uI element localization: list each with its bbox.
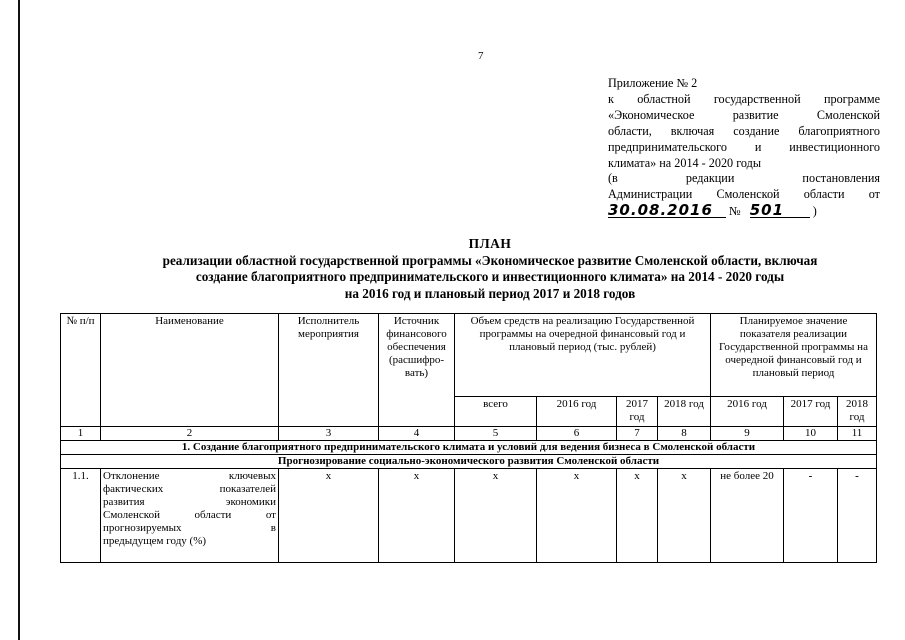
row-num: 1.1. — [61, 469, 101, 563]
handwritten-number: 501 — [750, 203, 810, 218]
appendix-line: предпринимательского и инвестиционного — [608, 139, 880, 154]
header-planned-2016: 2016 год — [711, 397, 784, 427]
header-total: всего — [455, 397, 537, 427]
row-2018: х — [658, 469, 711, 563]
header-planned-2018: 2018 год — [838, 397, 877, 427]
row-executor: х — [279, 469, 379, 563]
column-number: 2 — [101, 427, 279, 441]
plan-table — [60, 313, 877, 563]
appendix-signature-line — [608, 203, 880, 220]
page-edge-line — [18, 0, 20, 640]
row-name — [101, 469, 279, 563]
column-number: 1 — [61, 427, 101, 441]
appendix-line: к областной государственной программе — [608, 91, 880, 106]
row-name-line: развития экономики — [103, 496, 276, 508]
column-number: 7 — [617, 427, 658, 441]
section-title: 1. Создание благоприятного предпринимательского климата и условий для ведения бизнеса в Смоленской области — [61, 441, 877, 455]
appendix-line: Администрации Смоленской области от — [608, 187, 880, 202]
row-source: х — [379, 469, 455, 563]
column-number: 3 — [279, 427, 379, 441]
column-number: 10 — [784, 427, 838, 441]
row-2016: х — [537, 469, 617, 563]
appendix-line: области, включая создание благоприятного — [608, 123, 880, 138]
header-name: Наименование — [101, 314, 279, 427]
header-num: № п/п — [61, 314, 101, 427]
row-planned-2016: не более 20 — [711, 469, 784, 563]
row-total: х — [455, 469, 537, 563]
row-name-line: фактических показателей — [103, 483, 276, 495]
handwritten-date: 30.08.2016 — [608, 203, 726, 218]
plan-subtitle-line: создание благоприятного предпринимательского и инвестиционного климата» на 2014 - 2020 годы — [195, 269, 785, 284]
row-planned-2018: - — [838, 469, 877, 563]
appendix-line: (в редакции постановления — [608, 171, 880, 186]
plan-subtitle-line: реализации областной государственной программы «Экономическое развитие Смоленской области, включая — [162, 252, 818, 268]
appendix-block — [608, 76, 880, 220]
row-name-line: прогнозируемых в — [103, 522, 276, 534]
header-2016: 2016 год — [537, 397, 617, 427]
column-number: 5 — [455, 427, 537, 441]
plan-heading — [100, 236, 880, 302]
plan-title: ПЛАН — [468, 236, 512, 251]
header-2017: 2017 год — [617, 397, 658, 427]
subsection-title: Прогнозирование социально-экономического развития Смоленской области — [61, 455, 877, 469]
plan-subtitle-line: на 2016 год и плановый период 2017 и 2018 годов — [344, 285, 636, 301]
number-sign: № — [729, 204, 741, 219]
row-name-line: Смоленской области от — [103, 509, 276, 521]
column-number: 8 — [658, 427, 711, 441]
column-number: 6 — [537, 427, 617, 441]
table-row — [61, 469, 877, 563]
appendix-line: «Экономическое развитие Смоленской — [608, 107, 880, 122]
row-planned-2017: - — [784, 469, 838, 563]
row-name-line: Отклонение ключевых — [103, 470, 276, 482]
appendix-line: Приложение № 2 — [608, 76, 698, 90]
header-funds: Объем средств на реализацию Государственной программы на очередной финансовый год и плановый период (тыс. рублей) — [455, 314, 711, 397]
row-name-line: предыдущем году (%) — [103, 535, 207, 547]
column-number: 11 — [838, 427, 877, 441]
page-number: 7 — [478, 50, 484, 62]
header-2018: 2018 год — [658, 397, 711, 427]
appendix-line: климата» на 2014 - 2020 годы — [608, 155, 762, 170]
column-number: 4 — [379, 427, 455, 441]
column-number: 9 — [711, 427, 784, 441]
header-planned: Планируемое значение показателя реализации Государственной программы на очередной финансовый год и плановый период — [711, 314, 877, 397]
header-executor: Исполнитель мероприятия — [279, 314, 379, 427]
closing-paren: ) — [812, 204, 817, 219]
header-planned-2017: 2017 год — [784, 397, 838, 427]
header-source: Источник финансового обеспечения (расшифро- вать) — [379, 314, 455, 427]
row-2017: х — [617, 469, 658, 563]
